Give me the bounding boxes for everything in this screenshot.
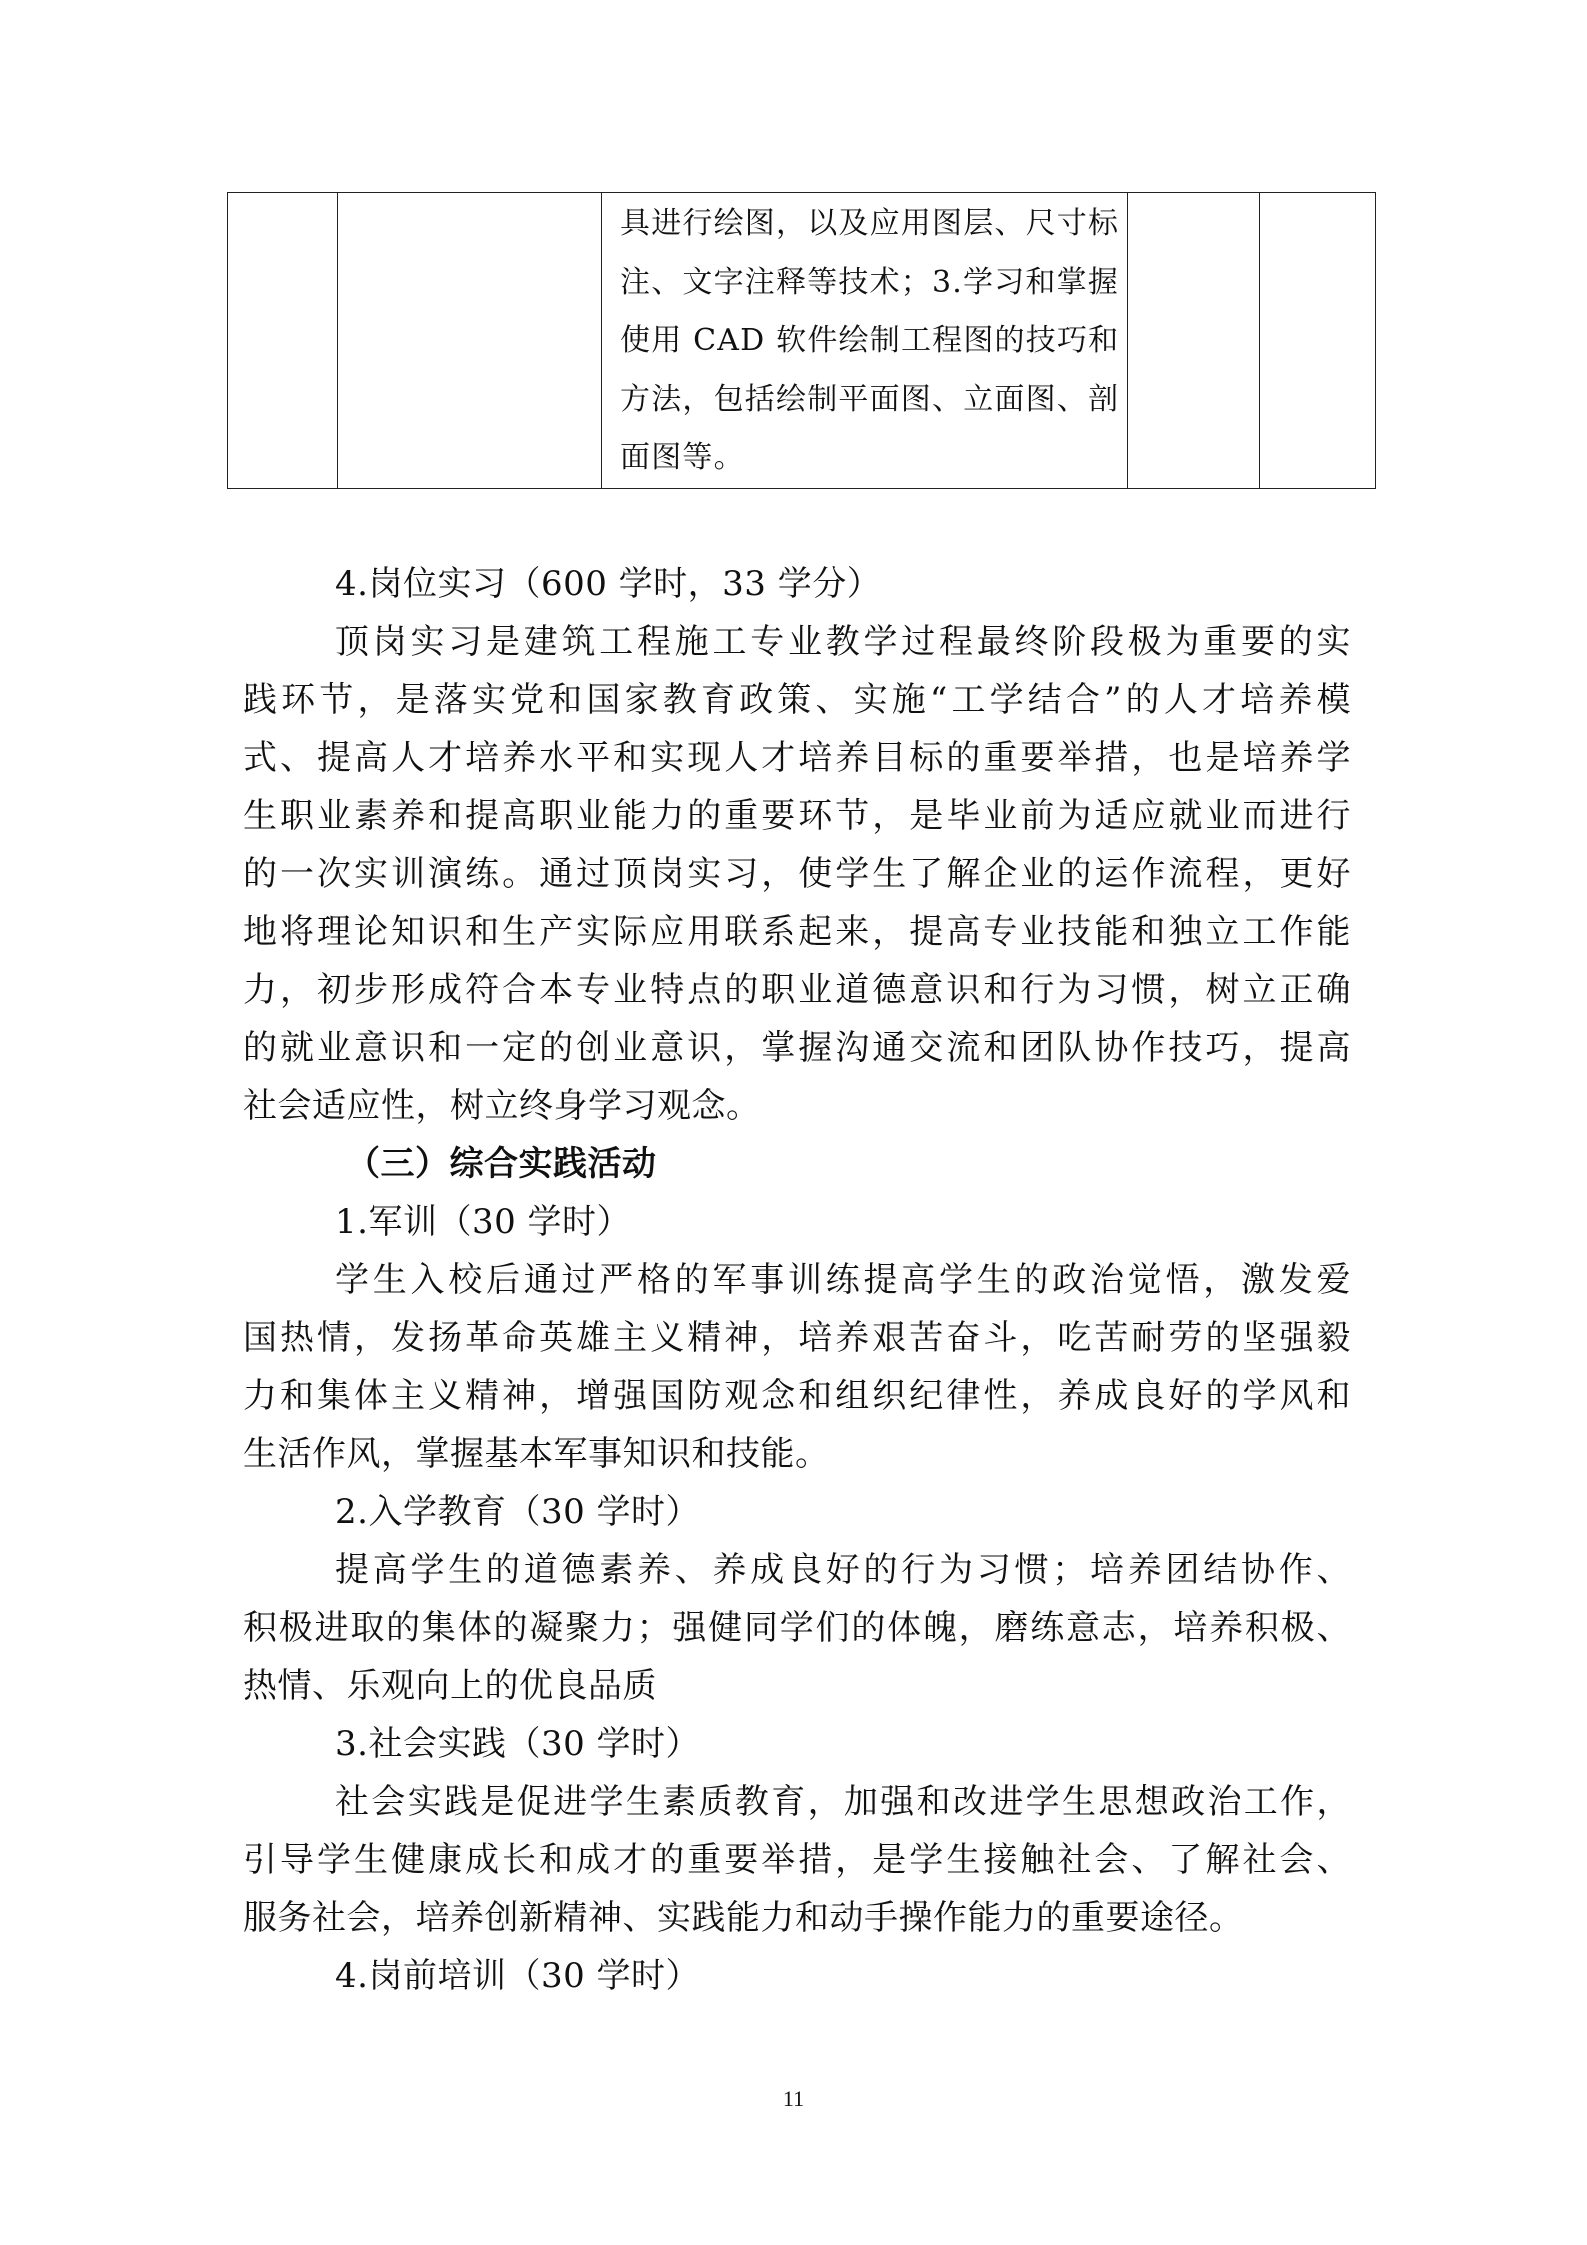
paragraph-line: 服务社会，培养创新精神、实践能力和动手操作能力的重要途径。 (243, 1898, 1244, 1938)
section-heading-orientation: 2.入学教育（30 学时） (335, 1492, 701, 1532)
paragraph-line: 社会实践是促进学生素质教育，加强和改进学生思想政治工作， (335, 1782, 1351, 1822)
table-content-line: 使用 CAD 软件绘制工程图的技巧和 (620, 323, 1120, 358)
paragraph-line: 学生入校后通过严格的军事训练提高学生的政治觉悟，激发爱 (335, 1260, 1351, 1300)
course-table-fragment (227, 192, 1376, 489)
paragraph-line: 生活作风，掌握基本军事知识和技能。 (243, 1434, 830, 1474)
paragraph-line: 践环节，是落实党和国家教育政策、实施“工学结合”的人才培养模 (243, 680, 1351, 720)
paragraph-line: 生职业素养和提高职业能力的重要环节，是毕业前为适应就业而进行 (243, 796, 1351, 836)
table-cell-hours (1128, 193, 1260, 489)
paragraph-line: 顶岗实习是建筑工程施工专业教学过程最终阶段极为重要的实 (335, 622, 1351, 662)
section-heading-pre-job-training: 4.岗前培训（30 学时） (335, 1956, 701, 1996)
paragraph-line: 地将理论知识和生产实际应用联系起来，提高专业技能和独立工作能 (243, 912, 1351, 952)
paragraph-line: 力和集体主义精神，增强国防观念和组织纪律性，养成良好的学风和 (243, 1376, 1351, 1416)
paragraph-line: 积极进取的集体的凝聚力；强健同学们的体魄，磨练意志，培养积极、 (243, 1608, 1351, 1648)
paragraph-line: 国热情，发扬革命英雄主义精神，培养艰苦奋斗，吃苦耐劳的坚强毅 (243, 1318, 1351, 1358)
paragraph-line: 的一次实训演练。通过顶岗实习，使学生了解企业的运作流程，更好 (243, 854, 1351, 894)
paragraph-line: 热情、乐观向上的优良品质 (243, 1666, 657, 1706)
paragraph-line: 引导学生健康成长和成才的重要举措，是学生接触社会、了解社会、 (243, 1840, 1351, 1880)
table-cell-index (228, 193, 338, 489)
table-content-line: 方法，包括绘制平面图、立面图、剖 (620, 381, 1120, 417)
section-heading-internship: 4.岗位实习（600 学时，33 学分） (335, 564, 882, 604)
table-content-line: 具进行绘图，以及应用图层、尺寸标 (620, 206, 1120, 241)
table-content-line: 面图等。 (620, 440, 745, 475)
paragraph-line: 社会适应性，树立终身学习观念。 (243, 1086, 761, 1126)
paragraph-line: 的就业意识和一定的创业意识，掌握沟通交流和团队协作技巧，提高 (243, 1028, 1351, 1068)
paragraph-line: 力，初步形成符合本专业特点的职业道德意识和行为习惯，树立正确 (243, 970, 1351, 1010)
table-cell-content (602, 193, 1128, 489)
table-cell-course-name (338, 193, 602, 489)
section-heading-social-practice: 3.社会实践（30 学时） (335, 1724, 701, 1764)
section-heading-comprehensive: （三）综合实践活动 (346, 1144, 657, 1184)
table-content-line: 注、文字注释等技术；3.学习和掌握 (620, 264, 1120, 300)
page-number: 11 (782, 2086, 805, 2111)
paragraph-line: 式、提高人才培养水平和实现人才培养目标的重要举措，也是培养学 (243, 738, 1351, 778)
paragraph-line: 提高学生的道德素养、养成良好的行为习惯；培养团结协作、 (335, 1550, 1351, 1590)
section-heading-military: 1.军训（30 学时） (335, 1202, 632, 1242)
table-cell-credits (1260, 193, 1376, 489)
